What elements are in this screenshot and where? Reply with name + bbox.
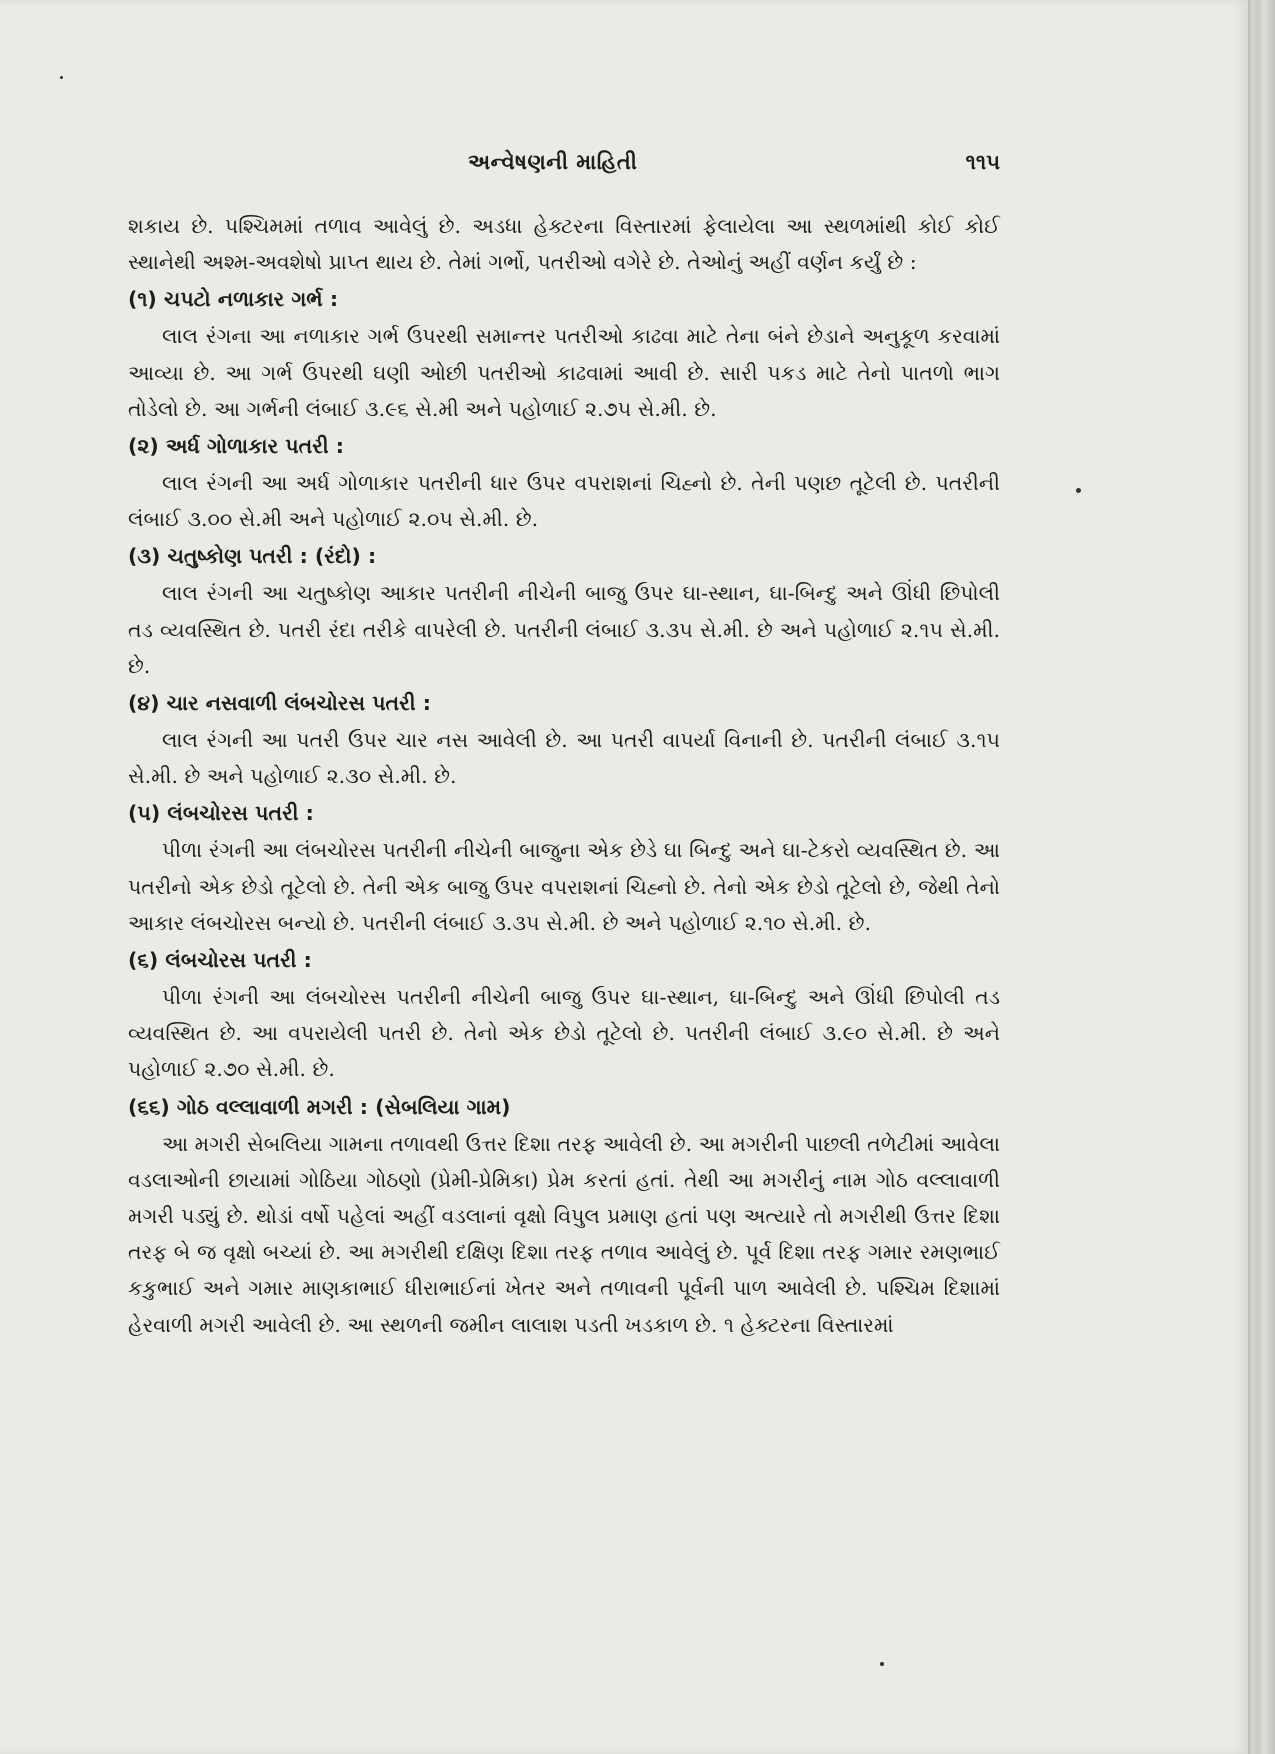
section-heading: (૪) ચાર નસવાળી લંબચોરસ પતરી : [128, 691, 431, 716]
section-heading: (૨) અર્ધ ગોળાકાર પતરી : [128, 434, 344, 459]
page-number: ૧૧૫ [965, 150, 1000, 174]
page-body [128, 208, 1000, 1343]
running-title: અન્વેષણની માહિતી [468, 150, 638, 174]
page-edge [1248, 0, 1275, 1754]
section-2 [128, 427, 1000, 537]
section-heading: (૬) લંબચોરસ પતરી : [128, 948, 312, 973]
section-paragraph: લાલ રંગની આ અર્ધ ગોળાકાર પતરીની ધાર ઉપર વપરાશનાં ચિહ્નો છે. તેની પણછ તૂટેલી છે. પતરીની લંબાઈ ૩.૦૦ સે.મી અને પહોળાઈ ૨.૦૫ સે.મી. છે. [128, 471, 1000, 532]
section-1 [128, 280, 1000, 427]
section-heading: (૩) ચતુષ્કોણ પતરી : (રંદો) : [128, 544, 377, 569]
section-heading: (૬૬) ગોઠ વલ્લાવાળી મગરી : (સેબલિયા ગામ) [128, 1094, 511, 1119]
section-5 [128, 794, 1000, 941]
section-6 [128, 941, 1000, 1088]
section-3 [128, 537, 1000, 684]
intro-paragraph: શકાય છે. પશ્ચિમમાં તળાવ આવેલું છે. અડધા હેક્ટરના વિસ્તારમાં ફેલાયેલા આ સ્થળમાંથી કોઈ કોઈ સ્થાનેથી અશ્મ-અવશેષો પ્રાપ્ત થાય છે. તેમાં ગર્ભો, પતરીઓ વગેરે છે. તેઓનું અહીં વર્ણન કર્યું છે : [128, 214, 1000, 275]
section-66 [128, 1088, 1000, 1343]
section-heading: (૧) ચપટો નળાકાર ગર્ભ : [128, 287, 339, 312]
paper-speck [880, 1662, 884, 1666]
section-paragraph: લાલ રંગના આ નળાકાર ગર્ભ ઉપરથી સમાન્તર પતરીઓ કાઢવા માટે તેના બંને છેડાને અનુકૂળ કરવામાં આવ્યા છે. આ ગર્ભ ઉપરથી ઘણી ઓછી પતરીઓ કાઢવામાં આવી છે. સારી પકડ માટે તેનો પાતળો ભાગ તોડેલો છે. આ ગર્ભની લંબાઈ ૩.૯૬ સે.મી અને પહોળાઈ ૨.૭૫ સે.મી. છે. [128, 324, 1000, 421]
section-heading: (૫) લંબચોરસ પતરી : [128, 801, 314, 826]
paper-speck [60, 76, 63, 79]
paper-speck [1076, 488, 1081, 493]
section-paragraph: પીળા રંગની આ લંબચોરસ પતરીની નીચેની બાજુના એક છેડે ઘા બિન્દુ અને ઘા-ટેકરો વ્યવસ્થિત છે. આ પતરીનો એક છેડો તૂટેલો છે. તેની એક બાજુ ઉપર વપરાશનાં ચિહ્નો છે. તેનો એક છેડો તૂટેલો છે, જેથી તેનો આકાર લંબચોરસ બન્યો છે. પતરીની લંબાઈ ૩.૩૫ સે.મી. છે અને પહોળાઈ ૨.૧૦ સે.મી. છે. [128, 838, 1000, 935]
section-paragraph: પીળા રંગની આ લંબચોરસ પતરીની નીચેની બાજુ ઉપર ઘા-સ્થાન, ઘા-બિન્દુ અને ઊંધી છિપોલી તડ વ્યવસ્થિત છે. આ વપરાયેલી પતરી છે. તેનો એક છેડો તૂટેલો છે. પતરીની લંબાઈ ૩.૯૦ સે.મી. છે અને પહોળાઈ ૨.૭૦ સે.મી. છે. [128, 985, 1000, 1082]
section-paragraph: આ મગરી સેબલિયા ગામના તળાવથી ઉત્તર દિશા તરફ આવેલી છે. આ મગરીની પાછલી તળેટીમાં આવેલા વડલાઓની છાયામાં ગોઠિયા ગોઠણો (પ્રેમી-પ્રેમિકા) પ્રેમ કરતાં હતાં. તેથી આ મગરીનું નામ ગોઠ વલ્લાવાળી મગરી પડ્યું છે. થોડાં વર્ષો પહેલાં અહીં વડલાનાં વૃક્ષો વિપુલ પ્રમાણ હતાં પણ અત્યારે તો મગરીથી ઉત્તર દિશા તરફ બે જ વૃક્ષો બચ્યાં છે. આ મગરીથી દક્ષિણ દિશા તરફ તળાવ આવેલું છે. પૂર્વ દિશા તરફ ગમાર રમણભાઈ કકુભાઈ અને ગમાર માણકાભાઈ ધીરાભાઈનાં ખેતર અને તળાવની પૂર્વની પાળ આવેલી છે. પશ્ચિમ દિશામાં હેરવાળી મગરી આવેલી છે. આ સ્થળની જમીન લાલાશ પડતી ખડકાળ છે. ૧ હેક્ટરના વિસ્તારમાં [128, 1131, 1000, 1337]
section-paragraph: લાલ રંગની આ પતરી ઉપર ચાર નસ આવેલી છે. આ પતરી વાપર્યા વિનાની છે. પતરીની લંબાઈ ૩.૧૫ સે.મી. છે અને પહોળાઈ ૨.૩૦ સે.મી. છે. [128, 728, 1000, 789]
section-4 [128, 684, 1000, 794]
section-paragraph: લાલ રંગની આ ચતુષ્કોણ આકાર પતરીની નીચેની બાજુ ઉપર ઘા-સ્થાન, ઘા-બિન્દુ અને ઊંધી છિપોલી તડ વ્યવસ્થિત છે. પતરી રંદા તરીકે વાપરેલી છે. પતરીની લંબાઈ ૩.૩૫ સે.મી. છે અને પહોળાઈ ૨.૧૫ સે.મી. છે. [128, 581, 1000, 678]
page-header [128, 150, 1000, 184]
